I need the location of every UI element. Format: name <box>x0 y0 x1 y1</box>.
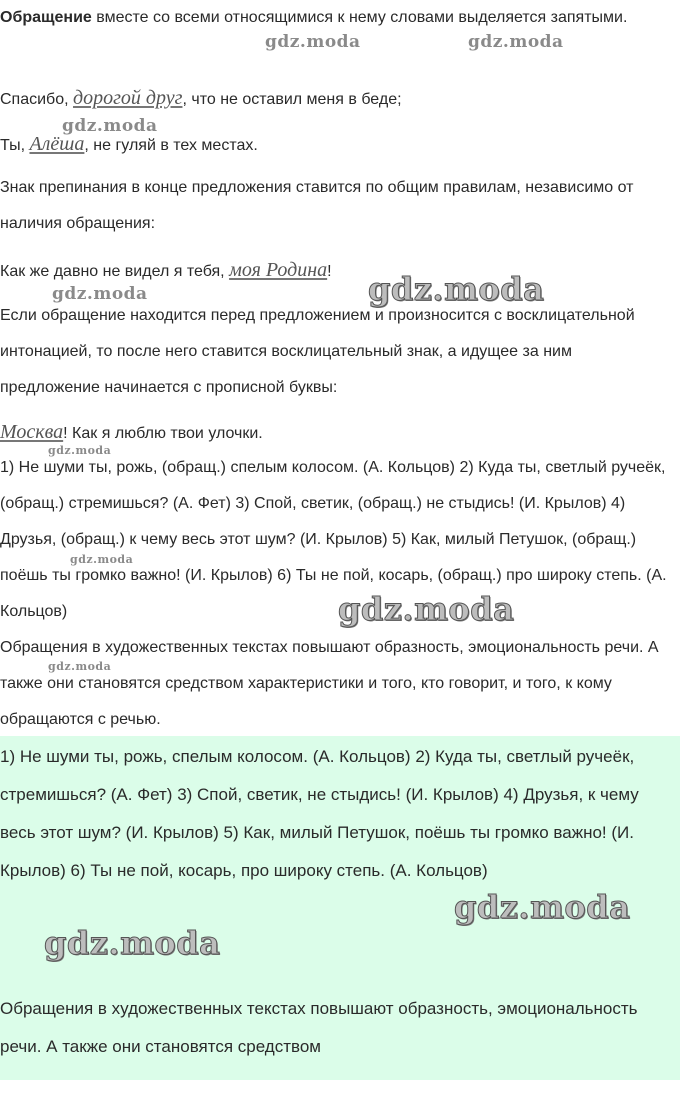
watermark: gdz.moda <box>70 553 134 566</box>
example-text: ! Как я люблю твои улочки. <box>63 425 263 442</box>
handwritten-address: моя Родина <box>229 259 328 281</box>
rule-text: вместе со всеми относящимися к нему словами выделяется запятыми. <box>91 9 628 26</box>
watermark: gdz.moda <box>52 284 148 304</box>
example-sentence-2 <box>0 126 676 164</box>
example-text: Ты, <box>0 137 30 154</box>
watermark: gdz.moda <box>48 444 112 457</box>
handwritten-address: дорогой друг <box>73 87 183 109</box>
task-text: 1) Не шуми ты, рожь, (обращ.) спелым колосом. (А. Кольцов) 2) Куда ты, светлый ручеёк, (обращ.) стремишься? (А. Фет) 3) Спой, светик, (обращ.) не стыдись! (И. Крылов) 4) Друзья, (обращ.) к чему весь этот шум? (И. Крылов) 5) Как, милый Петушок, (обращ.) поёшь ты громко важно! (И. Крылов) 6) Ты не пой, косарь, (обращ.) про широку степь. (А. Кольцов) <box>0 459 667 620</box>
watermark: gdz.moda <box>265 32 361 52</box>
watermark: gdz.moda <box>468 32 564 52</box>
answer-block <box>0 736 680 1080</box>
conclusion-paragraph: Обращения в художественных текстах повышают образность, эмоциональность речи. А также они становятся средством характеристики и того, кто говорит, и того, к кому обращаются с речью. <box>0 639 659 728</box>
example-text: ! <box>327 263 332 280</box>
watermark: gdz.moda <box>62 116 158 136</box>
example-text: , что не оставил меня в беде; <box>182 91 402 108</box>
watermark: gdz.moda <box>368 270 545 308</box>
example-text: Спасибо, <box>0 91 74 108</box>
handwritten-address: Москва <box>0 421 64 443</box>
rule-term: Обращение <box>0 9 92 26</box>
example-sentence-4 <box>0 414 676 452</box>
rule-paragraph-1 <box>0 0 676 36</box>
answer-conclusion: Обращения в художественных текстах повышают образность, эмоциональность речи. А также они становятся средством <box>0 999 638 1056</box>
handwritten-address: Алёша <box>29 133 85 155</box>
example-sentence-3 <box>0 252 676 290</box>
example-text: Как же давно не видел я тебя, <box>0 263 230 280</box>
rule-paragraph-3: Если обращение находится перед предложением и произносится с восклицательной интонацией, то после него ставится восклицательный знак, а идущее за ним предложение начинается с прописной буквы: <box>0 307 635 396</box>
watermark: gdz.moda <box>338 590 515 628</box>
rule-paragraph-2: Знак препинания в конце предложения ставится по общим правилам, независимо от наличия обращения: <box>0 179 634 232</box>
example-sentence-1 <box>0 80 676 118</box>
watermark: gdz.moda <box>44 924 221 962</box>
watermark: gdz.moda <box>48 660 112 673</box>
watermark: gdz.moda <box>454 888 631 926</box>
example-text: , не гуляй в тех местах. <box>84 137 258 154</box>
answer-text: 1) Не шуми ты, рожь, спелым колосом. (А. Кольцов) 2) Куда ты, светлый ручеёк, стремишься? (А. Фет) 3) Спой, светик, не стыдись! (И. Крылов) 4) Друзья, к чему весь этот шум? (И. Крылов) 5) Как, милый Петушок, поёшь ты громко важно! (И. Крылов) 6) Ты не пой, косарь, про широку степь. (А. Кольцов) <box>0 747 639 880</box>
